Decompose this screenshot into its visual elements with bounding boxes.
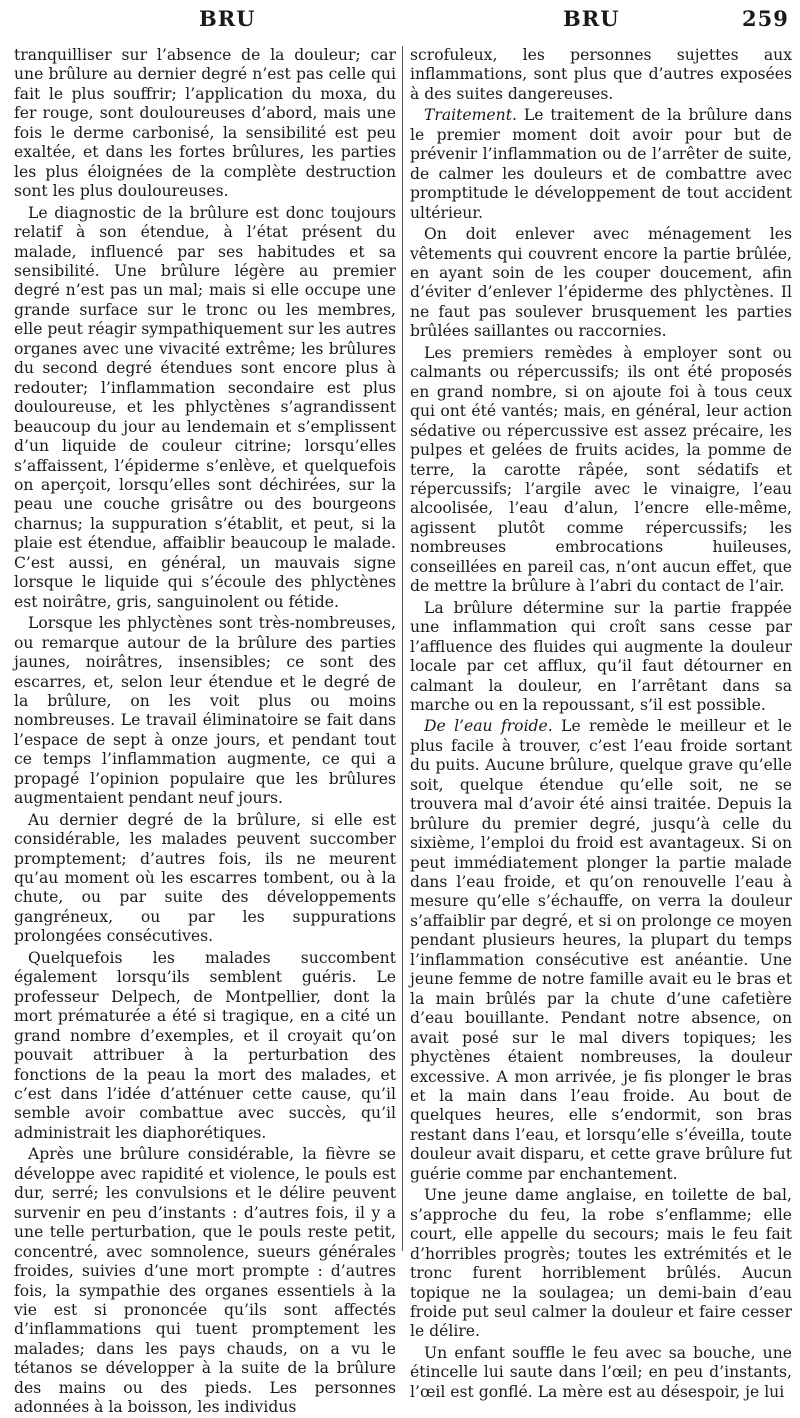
section-heading-eau-froide: De l’eau froide. [424,717,553,736]
paragraph: Une jeune dame anglaise, en toilette de bal, s’approche du feu, la robe s’enflamme; elle court, elle appelle du secours; mais le feu fait d’horribles progrès; toutes les extrémités et le tronc furent horriblement brûlés. Aucun topique ne la soulagea; un demi-bain d’eau froide put seul calmer la douleur et faire cesser le délire. [410,1186,792,1341]
paragraph: Le diagnostic de la brûlure est donc toujours relatif à son étendue, à l’état présent du malade, influencé par ses habitudes et sa sensibilité. Une brûlure légère au premier degré n’est pas un mal; mais si elle occupe une grande surface sur le tronc ou les membres, elle peut réagir sympathiquement sur les autres organes avec une vivacité extrême; les brûlures du second degré étendues sont encore plus à redouter; l’inflammation secondaire est plus douloureuse, et les phlyctènes s’agrandissent beaucoup du jour au lendemain et s’emplissent d’un liquide de couleur citrine; lorsqu’elles s’affaissent, l’épiderme s’enlève, et quelquefois on aperçoit, lorsqu’elles sont déchirées, sur la peau une couche grisâtre ou des bourgeons charnus; la suppuration s’établit, et peut, si la plaie est étendue, affaiblir beaucoup le malade. C’est aussi, en général, un mauvais signe lorsque le liquide qui s’écoule des phlyctènes est noirâtre, gris, sanguinolent ou fétide. [14,203,396,611]
right-running-head: BRU [563,6,620,31]
paragraph-text: Le traitement de la brûlure dans le premier moment doit avoir pour but de prévenir l’inflammation ou de l’arrêter de suite, de calmer les douleurs et de combattre avec promptitude le développement de tout accident ultérieur. [410,106,792,222]
paragraph: Quelquefois les malades succombent également lorsqu’ils semblent guéris. Le professeur Delpech, de Montpellier, dont la mort prématurée a été si tragique, en a cité un grand nombre d’exemples, et il croyait qu’on pouvait attribuer à la perturbation des fonctions de la peau la mort des malades, et c’est dans l’idée d’atténuer cette cause, qu’il semble avoir combattue avec succès, qu’il administrait les diaphorétiques. [14,948,396,1142]
paragraph: Un enfant souffle le feu avec sa bouche, une étincelle lui saute dans l’œil; en peu d’instants, l’œil est gonflé. La mère est au désespoir, je lui [410,1343,792,1401]
left-column [14,46,396,1417]
paragraph: On doit enlever avec ménagement les vêtements qui couvrent encore la partie brûlée, en ayant soin de les couper doucement, afin d’éviter d’enlever l’épiderme des phlyctènes. Il ne faut pas soulever brusquement les parties brûlées saillantes ou raccornies. [410,225,792,341]
paragraph-text: Le remède le meilleur et le plus facile à trouver, c’est l’eau froide sortant du puits. Aucune brûlure, quelque grave qu’elle soit, quelque étendue qu’elle soit, ne se trouvera mal d’avoir été ainsi traitée. Depuis la brûlure du premier degré, jusqu’à celle du sixième, l’emploi du froid est avantageux. Si on peut immédiatement plonger la partie malade dans l’eau froide, et qu’on renouvelle l’eau à mesure qu’elle s’échauffe, on verra la douleur s’affaiblir par degré, et si on prolonge ce moyen pendant plusieurs heures, la plupart du temps l’inflammation consécutive est anéantie. Une jeune femme de notre famille avait eu le bras et la main brûlés par la chute d’une cafetière d’eau bouillante. Pendant notre absence, on avait posé sur le mal divers topiques; les phyctènes étaient nombreuses, la douleur excessive. A mon arrivée, je fis plonger le bras et la main dans l’eau froide. Au bout de quelques heures, elle s’endormit, son bras restant dans l’eau, et lorsqu’elle s’éveilla, toute douleur avait disparu, et cette grave brûlure fut guérie comme par enchantement. [410,717,792,1183]
running-header [0,6,800,36]
paragraph: scrofuleux, les personnes sujettes aux inflammations, sont plus que d’autres exposées à des suites dangereuses. [410,46,792,103]
section-heading-traitement: Traitement. [424,106,517,125]
paragraph [410,106,792,223]
paragraph: tranquilliser sur l’absence de la douleur; car une brûlure au dernier degré n’est pas celle qui fait le plus souffrir; l’application du moxa, du fer rouge, sont douloureuses d’abord, mais une fois le derme carbonisé, la sensibilité est peu exaltée, et dans les fortes brûlures, les parties les plus éloignées de la complète destruction sont les plus douloureuses. [14,46,396,201]
right-column [410,46,792,1401]
paragraph: Lorsque les phlyctènes sont très-nombreuses, ou remarque autour de la brûlure des parties jaunes, noirâtres, insensibles; ce sont des escarres, et, selon leur étendue et le degré de la brûlure, on les voit plus ou moins nombreuses. Le travail éliminatoire se fait dans l’espace de sept à onze jours, et pendant tout ce temps l’inflammation augmente, ce qui a propagé l’opinion populaire que les brûlures augmentaient pendant neuf jours. [14,614,396,808]
left-running-head: BRU [199,6,256,31]
column-rule [402,46,403,1251]
paragraph: Les premiers remèdes à employer sont ou calmants ou répercussifs; ils ont été proposés en grand nombre, si on ajoute foi à tous ceux qui ont été vantés; mais, en général, leur action sédative ou répercussive est assez précaire, les pulpes et gelées de fruits acides, la pomme de terre, la carotte râpée, sont sédatifs et répercussifs; l’argile avec le vinaigre, l’eau alcoolisée, l’eau d’alun, l’encre elle-même, agissent plutôt comme répercussifs; les nombreuses embrocations huileuses, conseillées en pareil cas, n’ont aucun effet, que de mettre la brûlure à l’abri du contact de l’air. [410,343,792,596]
page-number: 259 [742,6,789,31]
paragraph: Au dernier degré de la brûlure, si elle est considérable, les malades peuvent succomber promptement; d’autres fois, ils ne meurent qu’au moment où les escarres tombent, ou à la chute, ou par suite des développements gangréneux, ou par les suppurations prolongées consécutives. [14,810,396,946]
paragraph: La brûlure détermine sur la partie frappée une inflammation qui croît sans cesse par l’affluence des fluides qui augmente la douleur locale par cet afflux, qu’il faut détourner en calmant la douleur, en l’arrêtant dans sa marche ou en la repoussant, s’il est possible. [410,598,792,714]
paragraph: Après une brûlure considérable, la fièvre se développe avec rapidité et violence, le pouls est dur, serré; les convulsions et le délire peuvent survenir en peu d’instants : d’autres fois, il y a une telle perturbation, que le pouls reste petit, concentré, avec somnolence, sueurs générales froides, suivies d’une mort prompte : d’autres fois, la sympathie des organes essentiels à la vie est si prononcée qu’ils sont affectés d’inflammations qui tuent promptement les malades; dans les pays chauds, on a vu le tétanos se développer à la suite de la brûlure des mains ou des pieds. Les personnes adonnées à la boisson, les individus [14,1145,396,1417]
paragraph [410,717,792,1184]
